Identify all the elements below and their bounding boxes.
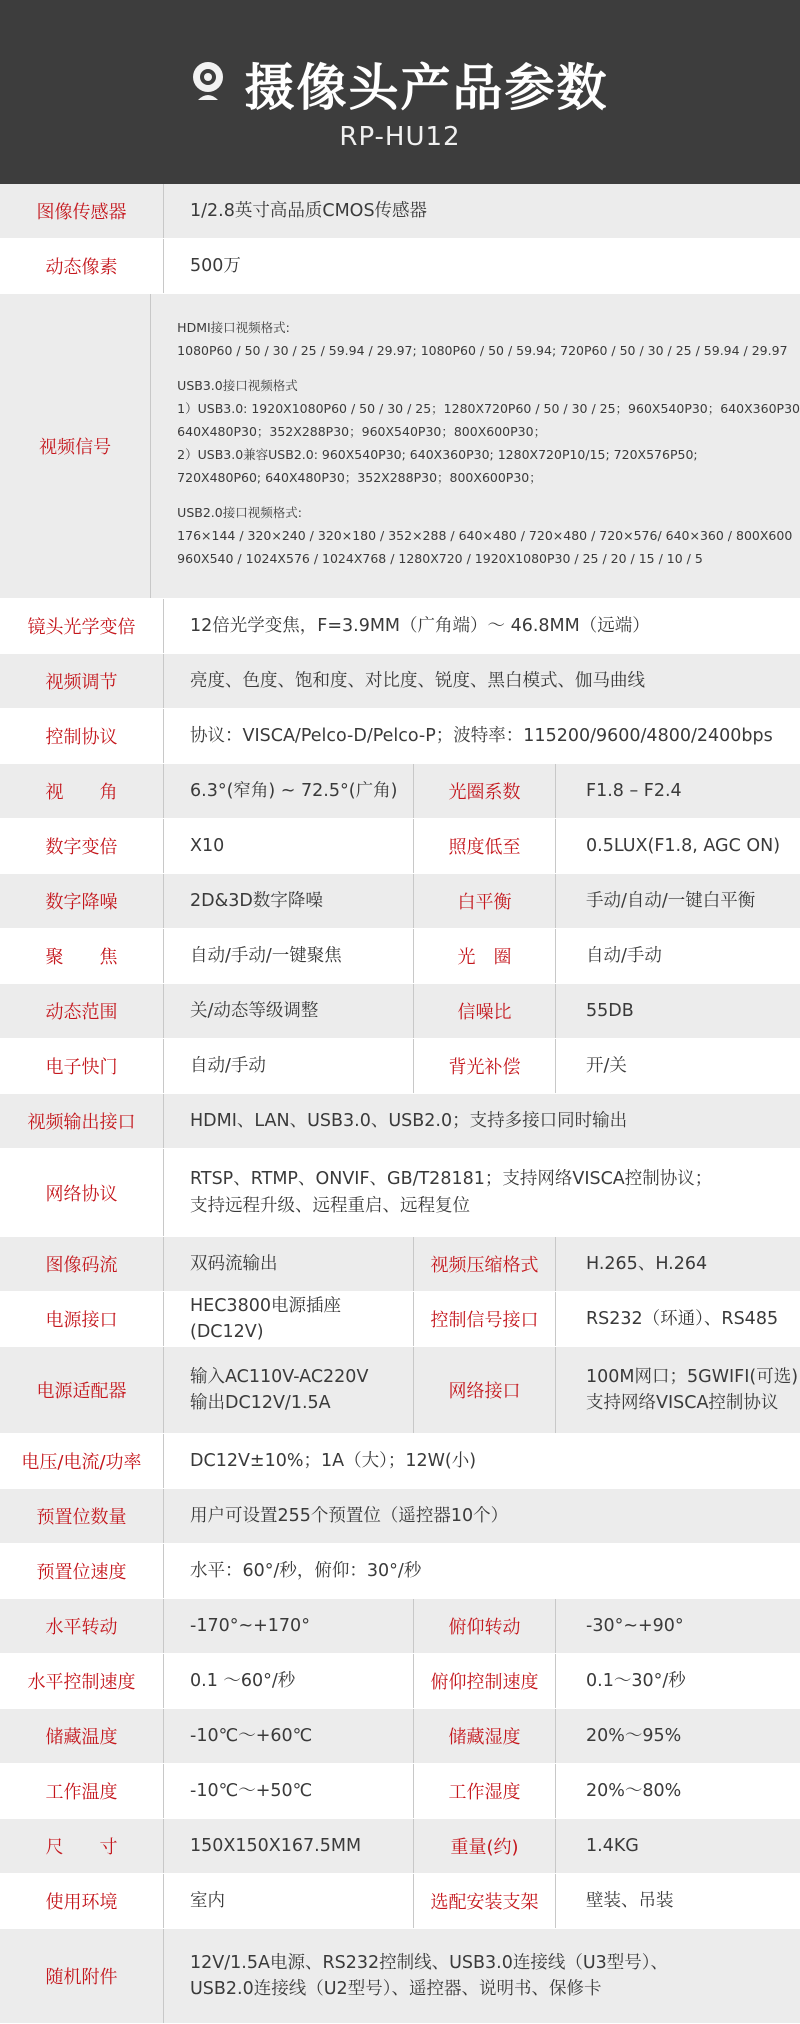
spec-value [556,1347,800,1433]
spec-value-line: 支持网络VISCA控制协议 [586,1393,779,1413]
spec-value [164,1149,800,1236]
spec-label: 电压/电流/功率 [0,1434,164,1488]
spec-label: 视 角 [0,764,164,818]
spec-row-shutter [0,1039,800,1094]
spec-value: -10℃～+50℃ [164,1764,414,1818]
spec-value-line: 输出DC12V/1.5A [190,1393,331,1413]
spec-value: 55DB [586,1000,634,1021]
spec-label: 工作温度 [0,1764,164,1818]
spec-label: 控制协议 [0,709,164,763]
spec-value-line: RTSP、RTMP、ONVIF、GB/T28181；支持网络VISCA控制协议； [190,1169,713,1190]
spec-label: 电源接口 [0,1292,164,1346]
spec-label: 俯仰转动 [414,1599,556,1653]
hdmi-formats [177,316,800,362]
spec-row-work-temp [0,1764,800,1819]
spec-label: 视频信号 [0,294,151,598]
spec-value: RS232（环通）、RS485 [586,1308,779,1329]
spec-value: 关/动态等级调整 [164,984,414,1038]
spec-label: 动态范围 [0,984,164,1038]
spec-value: 500万 [190,255,241,276]
webcam-icon [191,60,225,108]
spec-row-focus [0,929,800,984]
spec-label: 俯仰控制速度 [414,1654,556,1708]
spec-value: DC12V±10%；1A（大）；12W(小) [190,1450,477,1471]
spec-row-pan [0,1599,800,1654]
spec-value [164,1347,414,1433]
spec-value-line: 输入AC110V-AC220V [190,1366,369,1387]
spec-row-power-port [0,1292,800,1347]
page-title: 摄像头产品参数 [244,59,609,117]
spec-table [0,184,800,2024]
usb2-line: 960X540 / 1024X576 / 1024X768 / 1280X720 / 1920X1080P30 / 25 / 20 / 15 / 10 / 5 [177,551,703,566]
usb3-line: 720X480P60; 640X480P30；352X288P30；800X600P30； [177,470,542,485]
spec-label: 网络协议 [0,1149,164,1236]
spec-label: 光 圈 [414,929,556,983]
spec-row-pixels [0,239,800,294]
spec-row-network-protocol [0,1149,800,1237]
usb3-line: 640X480P30；352X288P30；960X540P30；800X600P30； [177,424,547,439]
spec-value: HDMI、LAN、USB3.0、USB2.0；支持多接口同时输出 [190,1110,628,1131]
spec-value: 150X150X167.5MM [164,1819,414,1873]
spec-row-control-protocol [0,709,800,764]
spec-value: 双码流输出 [164,1237,414,1291]
spec-value: 12倍光学变焦，F=3.9MM（广角端）～ 46.8MM（远端） [190,615,650,636]
spec-value: -10℃～+60℃ [164,1709,414,1763]
spec-row-environment [0,1874,800,1929]
spec-label: 图像码流 [0,1237,164,1291]
spec-value: 0.1～30°/秒 [586,1670,686,1691]
spec-label: 预置位数量 [0,1489,164,1543]
spec-row-stream [0,1237,800,1292]
usb2-title: USB2.0接口视频格式: [177,505,302,520]
spec-value: 自动/手动 [164,1039,414,1093]
spec-row-noise-reduction [0,874,800,929]
spec-label: 数字变倍 [0,819,164,873]
spec-value-line: 12V/1.5A电源、RS232控制线、USB3.0连接线（U3型号）、 [190,1952,669,1973]
spec-value: 0.5LUX(F1.8, AGC ON) [586,835,781,856]
spec-value-line: 支持远程升级、远程重启、远程复位 [190,1195,470,1216]
spec-value: H.265、H.264 [586,1253,708,1274]
spec-label: 工作湿度 [414,1764,556,1818]
spec-row-power [0,1434,800,1489]
spec-value: 2D&3D数字降噪 [164,874,414,928]
spec-label: 电源适配器 [0,1347,164,1433]
spec-value [164,1929,800,2023]
spec-row-presets [0,1489,800,1544]
usb3-title: USB3.0接口视频格式 [177,378,298,393]
spec-value: 1.4KG [586,1835,639,1856]
spec-value: 水平：60°/秒，俯仰：30°/秒 [190,1560,422,1581]
spec-label: 数字降噪 [0,874,164,928]
spec-value: 6.3°(窄角) ~ 72.5°(广角) [164,764,414,818]
spec-row-video-signal [0,294,800,599]
spec-label: 重量(约) [414,1819,556,1873]
spec-label: 尺 寸 [0,1819,164,1873]
spec-value: 室内 [164,1874,414,1928]
spec-value: 开/关 [586,1055,627,1076]
spec-value: -30°~+90° [586,1615,684,1636]
spec-row-preset-speed [0,1544,800,1599]
spec-row-optical-zoom [0,599,800,654]
spec-label: 随机附件 [0,1929,164,2023]
usb3-formats [177,374,800,489]
spec-label: 使用环境 [0,1874,164,1928]
spec-value: 20%～80% [586,1780,682,1801]
usb3-line: 2）USB3.0兼容USB2.0: 960X540P30; 640X360P30; 1280X720P10/15; 720X576P50; [177,447,698,462]
spec-row-video-adjust [0,654,800,709]
spec-label: 视频调节 [0,654,164,708]
video-signal-formats [151,294,800,598]
spec-label: 背光补偿 [414,1039,556,1093]
spec-row-accessories [0,1929,800,2024]
spec-label: 白平衡 [414,874,556,928]
spec-value: HEC3800电源插座(DC12V) [164,1292,414,1346]
spec-value-line: USB2.0连接线（U2型号）、遥控器、说明书、保修卡 [190,1979,602,1999]
spec-label: 光圈系数 [414,764,556,818]
spec-row-view-angle [0,764,800,819]
spec-value: F1.8 – F2.4 [586,780,682,801]
spec-label: 电子快门 [0,1039,164,1093]
spec-label: 网络接口 [414,1347,556,1433]
spec-row-size [0,1819,800,1874]
spec-label: 照度低至 [414,819,556,873]
spec-row-pan-speed [0,1654,800,1709]
spec-label: 视频输出接口 [0,1094,164,1148]
spec-value-line: 100M网口；5GWIFI(可选) [586,1366,799,1387]
usb2-formats [177,501,800,570]
spec-label: 动态像素 [0,239,164,293]
title-row [0,48,800,120]
usb2-line: 176×144 / 320×240 / 320×180 / 352×288 / 640×480 / 720×480 / 720×576/ 640×360 / 800X600 [177,528,793,543]
spec-label: 图像传感器 [0,184,164,238]
spec-row-sensor [0,184,800,239]
spec-label: 水平转动 [0,1599,164,1653]
spec-row-video-output [0,1094,800,1149]
header [0,0,800,184]
spec-label: 视频压缩格式 [414,1237,556,1291]
spec-value: 用户可设置255个预置位（遥控器10个） [190,1505,509,1526]
spec-label: 信噪比 [414,984,556,1038]
spec-row-digital-zoom [0,819,800,874]
spec-value: 20%～95% [586,1725,682,1746]
spec-label: 水平控制速度 [0,1654,164,1708]
spec-label: 储藏温度 [0,1709,164,1763]
spec-label: 控制信号接口 [414,1292,556,1346]
spec-value: 亮度、色度、饱和度、对比度、锐度、黑白模式、伽马曲线 [190,670,645,691]
spec-row-adapter [0,1347,800,1434]
hdmi-line: 1080P60 / 50 / 30 / 25 / 59.94 / 29.97; 1080P60 / 50 / 59.94; 720P60 / 50 / 30 / 25 / 59.94 / 29.97 [177,343,788,358]
model-number: RP-HU12 [339,122,461,152]
spec-label: 选配安装支架 [414,1874,556,1928]
spec-label: 镜头光学变倍 [0,599,164,653]
spec-value: 自动/手动 [586,945,662,966]
spec-value: 0.1 ～60°/秒 [164,1654,414,1708]
spec-value: 壁装、吊装 [586,1890,674,1911]
spec-row-dynamic-range [0,984,800,1039]
usb3-line: 1）USB3.0: 1920X1080P60 / 50 / 30 / 25；1280X720P60 / 50 / 30 / 25；960X540P30；640X360P30 [177,401,800,416]
spec-value: 1/2.8英寸高品质CMOS传感器 [190,200,428,221]
spec-value: X10 [164,819,414,873]
spec-label: 储藏湿度 [414,1709,556,1763]
spec-label: 聚 焦 [0,929,164,983]
spec-row-storage-temp [0,1709,800,1764]
spec-value: 手动/自动/一键白平衡 [586,890,756,911]
spec-label: 预置位速度 [0,1544,164,1598]
spec-value: -170°~+170° [164,1599,414,1653]
hdmi-title: HDMI接口视频格式: [177,320,290,335]
spec-value: 自动/手动/一键聚焦 [164,929,414,983]
spec-value: 协议：VISCA/Pelco-D/Pelco-P；波特率：115200/9600/4800/2400bps [190,725,773,746]
